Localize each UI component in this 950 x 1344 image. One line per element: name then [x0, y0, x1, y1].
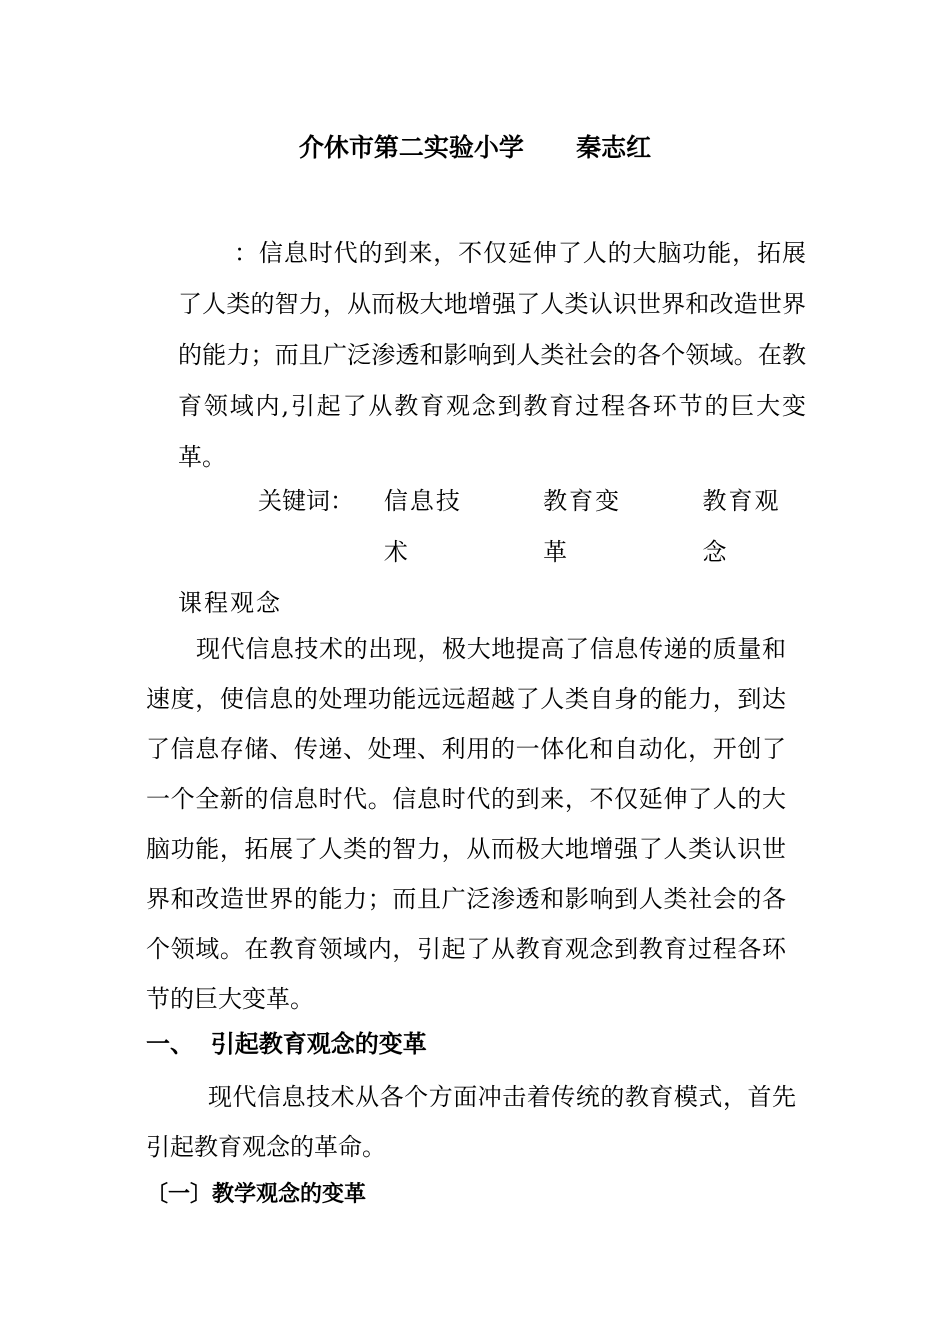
subsection-heading: 〔一〕教学观念的变革 — [146, 1181, 367, 1207]
keyword-item: 教育变革 — [543, 487, 622, 566]
abstract-paragraph: ：信息时代的到来，不仅延伸了人的大脑功能，拓展了人类的智力，从而极大地增强了人类认识世界和改造世界的能力；而且广泛渗透和影响到人类社会的各个领域。在教育领域内,引起了从教育观念到教育过程各环节的巨大变革。 — [178, 239, 806, 471]
keywords-block — [178, 476, 806, 629]
intro-paragraph: 现代信息技术的出现，极大地提高了信息传递的质量和速度，使信息的处理功能远远超越了人类自身的能力，到达了信息存储、传递、处理、利用的一体化和自动化，开创了一个全新的信息时代。信息时代的到来，不仅延伸了人的大脑功能，拓展了人类的智力，从而极大地增强了人类认识世界和改造世界的能力；而且广泛渗透和影响到人类社会的各个领域。在教育领域内，引起了从教育观念到教育过程各环节的巨大变革。 — [146, 635, 786, 1013]
section-heading: 一、 引起教育观念的变革 — [146, 1030, 427, 1058]
document-title: 介休市第二实验小学 秦志红 — [298, 133, 652, 162]
keywords-row — [178, 578, 806, 629]
section-paragraph: 现代信息技术从各个方面冲击着传统的教育模式，首先引起教育观念的革命。 — [146, 1083, 796, 1161]
keyword-item: 课程观念 — [178, 589, 282, 617]
keyword-item: 信息技术 — [383, 487, 462, 566]
keywords-row — [178, 476, 806, 578]
keywords-label: 关键词： — [258, 487, 354, 515]
keyword-item: 教育观念 — [702, 487, 781, 566]
